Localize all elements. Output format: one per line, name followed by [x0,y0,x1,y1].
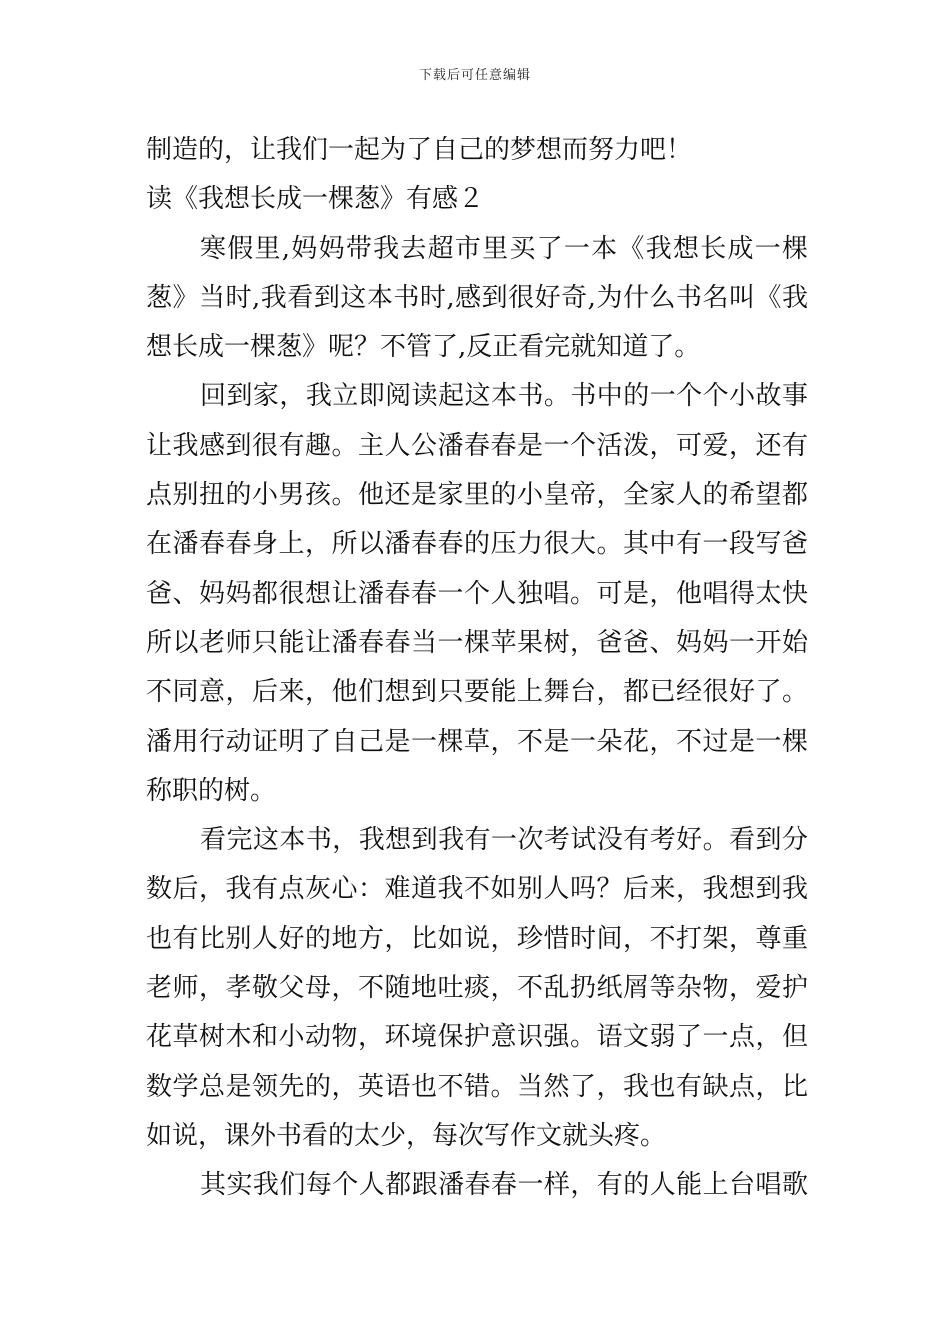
section-title: 读《我想长成一棵葱》有感２ [146,184,485,215]
text-line: 寒假里,妈妈带我去超市里买了一本《我想长成一棵 [200,233,808,264]
text-line: 所以老师只能让潘春春当一棵苹果树，爸爸、妈妈一开始 [146,627,808,658]
text-line: 回到家，我立即阅读起这本书。书中的一个个小故事 [200,381,808,412]
text-line: 制造的，让我们一起为了自己的梦想而努力吧！ [146,135,693,165]
text-line: 数后，我有点灰心：难道我不如别人吗？后来，我想到我 [146,874,808,905]
page-header: 下载后可任意编辑 [418,68,531,83]
text-line: 老师，孝敬父母，不随地吐痰，不乱扔纸屑等杂物，爱护 [146,973,808,1004]
text-line: 如说，课外书看的太少，每次写作文就头疼。 [146,1120,667,1151]
text-line: 称职的树。 [146,775,277,806]
text-line: 不同意，后来，他们想到只要能上舞台，都已经很好了。 [146,677,808,708]
text-line: 在潘春春身上，所以潘春春的压力很大。其中有一段写爸 [146,529,808,560]
text-line: 花草树木和小动物，环境保护意识强。语文弱了一点，但 [146,1022,808,1053]
text-line: 潘用行动证明了自己是一棵草，不是一朵花，不过是一棵 [146,726,808,757]
text-line: 想长成一棵葱》呢？不管了,反正看完就知道了。 [146,332,701,363]
text-line: 葱》当时,我看到这本书时,感到很好奇,为什么书名叫《我 [146,282,808,313]
text-line: 也有比别人好的地方，比如说，珍惜时间，不打架，尊重 [146,923,808,954]
text-line: 其实我们每个人都跟潘春春一样，有的人能上台唱歌 [200,1170,808,1201]
document-body [146,126,808,1211]
text-line: 数学总是领先的，英语也不错。当然了，我也有缺点，比 [146,1071,808,1102]
text-line: 让我感到很有趣。主人公潘春春是一个活泼，可爱，还有 [146,430,808,461]
text-line: 点别扭的小男孩。他还是家里的小皇帝，全家人的希望都 [146,480,808,511]
text-line: 爸、妈妈都很想让潘春春一个人独唱。可是，他唱得太快 [146,578,808,609]
text-line: 看完这本书，我想到我有一次考试没有考好。看到分 [200,825,808,856]
